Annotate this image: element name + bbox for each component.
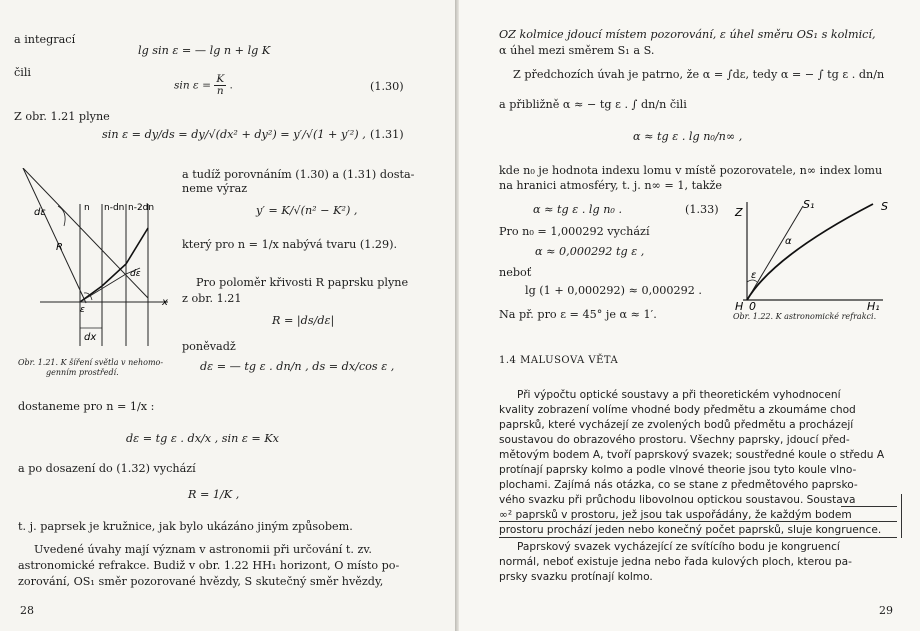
text-line: normál, neboť existuje jedna nebo řada kulových ploch, kterou pa-: [499, 556, 852, 568]
label-x: x: [162, 297, 168, 308]
refracted-ray: [747, 204, 873, 300]
equation: lg sin ε = — lg n + lg K: [138, 44, 271, 57]
text-line: Z obr. 1.21 plyne: [14, 110, 110, 123]
equation: sin ε = dy/ds = dy/√(dx² + dy²) = y′/√(1 + y′²) ,: [102, 128, 366, 141]
text-line: z obr. 1.21: [182, 292, 242, 305]
page-number: 28: [20, 604, 34, 617]
text-line: neboť: [499, 266, 532, 279]
equation: lg (1 + 0,000292) ≈ 0,000292 .: [525, 284, 702, 297]
label-h: H: [735, 300, 744, 312]
label-s1: S₁: [803, 198, 815, 211]
text-line: ∞² paprsků v prostoru, jež jsou tak uspořádány, že každým bodem: [499, 509, 852, 521]
text-line: a přibližně α ≈ − tg ε . ∫ dn/n čili: [499, 98, 687, 111]
eq-lhs: sin ε =: [174, 79, 211, 92]
text-line: a po dosazení do (1.32) vychází: [18, 462, 196, 475]
text-line: Pro n₀ = 1,000292 vychází: [499, 225, 650, 238]
text-line: paprsků, které vycházejí ze zvolených bodů předmětu a procházejí: [499, 419, 854, 431]
text-line: OZ kolmice jdoucí místem pozorování, ε úhel směru OS₁ s kolmicí,: [499, 28, 876, 41]
text-line: α úhel mezi směrem S₁ a S.: [499, 44, 655, 57]
text-line: kde n₀ je hodnota indexu lomu v místě pozorovatele, n∞ index lomu: [499, 164, 883, 177]
text-line: na hranici atmosféry, t. j. n∞ = 1, takže: [499, 179, 723, 192]
equation: R = 1/K ,: [188, 488, 240, 501]
text-line: čili: [14, 66, 31, 79]
section-heading: 1.4 MALUSOVA VĚTA: [499, 355, 619, 366]
equation: α ≈ tg ε . lg n₀/n∞ ,: [633, 130, 743, 143]
text-line: t. j. paprsek je kružnice, jak bylo ukázáno jiným způsobem.: [18, 520, 353, 533]
figure-caption: Obr. 1.21. K šíření světla v nehomo-: [18, 358, 164, 367]
text-line: soustavou do obrazového prostoru. Všechny paprsky, jdoucí před-: [499, 434, 850, 446]
text-line: vého svazku při průchodu libovolnou optickou soustavou. Soustava: [499, 494, 856, 506]
text-line: který pro n = 1/x nabývá tvaru (1.29).: [182, 238, 398, 251]
text-line: Pro poloměr křivosti R paprsku plyne: [196, 276, 409, 289]
label-epsilon: ε: [751, 270, 757, 281]
equation-number: (1.31): [370, 128, 404, 141]
angle-arc: [58, 206, 65, 226]
equation-1-30: sin ε = $\frac{K}{n}$ .: [174, 73, 233, 97]
equation: dε = — tg ε . dn/n , ds = dx/cos ε ,: [200, 360, 395, 373]
text-line: Paprskový svazek vycházející ze svítícího bodu je kongruencí: [517, 541, 840, 553]
label-n: n: [84, 203, 90, 213]
label-d-epsilon: dε: [34, 207, 46, 218]
figure-caption: Obr. 1.22. K astronomické refrakci.: [733, 312, 877, 321]
figure-1-21: [18, 168, 176, 354]
figure-1-22: [733, 196, 893, 312]
label-d-epsilon-2: dε: [130, 269, 141, 279]
text-line: zorování, OS₁ směr pozorované hvězdy, S skutečný směr hvězdy,: [18, 575, 384, 588]
figure-caption: genním prostředí.: [46, 368, 119, 377]
apparent-direction: [747, 206, 803, 300]
text-line: dostaneme pro n = 1/x :: [18, 400, 155, 413]
equation: dε = tg ε . dx/x , sin ε = Kx: [126, 432, 279, 445]
text-line: protínají paprsky kolmo a podle vlnové theorie jsou tyto koule vlno-: [499, 464, 857, 476]
label-alpha: α: [785, 236, 792, 247]
label-n-2dn: n-2dn: [128, 203, 155, 213]
text-line: a tudíž porovnáním (1.30) a (1.31) dosta-: [182, 168, 415, 181]
text-line: kvality zobrazení volíme vhodné body předmětu a zkoumáme chod: [499, 404, 856, 416]
left-page: [0, 0, 455, 631]
label-epsilon: ε: [80, 305, 85, 315]
text-line: Na př. pro ε = 45° je α ≈ 1′.: [499, 308, 657, 321]
label-s: S: [881, 200, 888, 213]
fraction: [214, 74, 226, 97]
text-line: mětovým bodem A, tvoří paprskový svazek; soustředné koule o středu A: [499, 449, 885, 461]
equation-number: (1.33): [685, 203, 719, 216]
equation: α ≈ 0,000292 tg ε ,: [535, 245, 645, 258]
text-line: Uvedené úvahy mají význam v astronomii při určování t. zv.: [34, 543, 372, 556]
text-line: Z předchozích úvah je patrno, že α = ∫dε, tedy α = − ∫ tg ε . dn/n: [513, 68, 885, 81]
text-line: a integrací: [14, 33, 76, 46]
text-line: Při výpočtu optické soustavy a při theoretickém vyhodnocení: [517, 389, 841, 401]
numerator: K: [216, 73, 225, 85]
text-line: prsky svazku protínají kolmo.: [499, 571, 653, 583]
refracted-ray: [80, 228, 148, 302]
pen-underline: [499, 521, 897, 522]
page-number: 29: [879, 604, 893, 617]
equation: R = |ds/dε|: [272, 314, 335, 327]
tangent-line: [80, 274, 126, 302]
pen-margin-mark: [901, 494, 902, 538]
label-h1: H₁: [867, 300, 880, 312]
right-page: [459, 0, 920, 631]
label-r: R: [56, 242, 63, 253]
label-dx: dx: [84, 332, 97, 343]
pen-underline: [499, 537, 897, 538]
text-line: plochami. Zajímá nás otázka, co se stane z předmětového paprsko-: [499, 479, 858, 491]
label-z: Z: [735, 206, 743, 219]
text-line: neme výraz: [182, 182, 248, 195]
equation: α ≈ tg ε . lg n₀ .: [533, 203, 623, 216]
text-line: astronomické refrakce. Budiž v obr. 1.22 HH₁ horizont, O místo po-: [18, 559, 400, 572]
label-o: 0: [749, 300, 756, 312]
text-line: prostoru prochází jeden nebo konečný počet paprsků, sluje kongruence.: [499, 524, 882, 536]
text-line: poněvadž: [182, 340, 236, 353]
denominator: n: [216, 85, 224, 97]
equation: y′ = K/√(n² − K²) ,: [256, 204, 358, 217]
ray-line: [23, 168, 86, 303]
pen-underline: [841, 506, 897, 507]
label-n-dn: n-dn: [104, 203, 125, 213]
equation-number: (1.30): [370, 80, 404, 93]
